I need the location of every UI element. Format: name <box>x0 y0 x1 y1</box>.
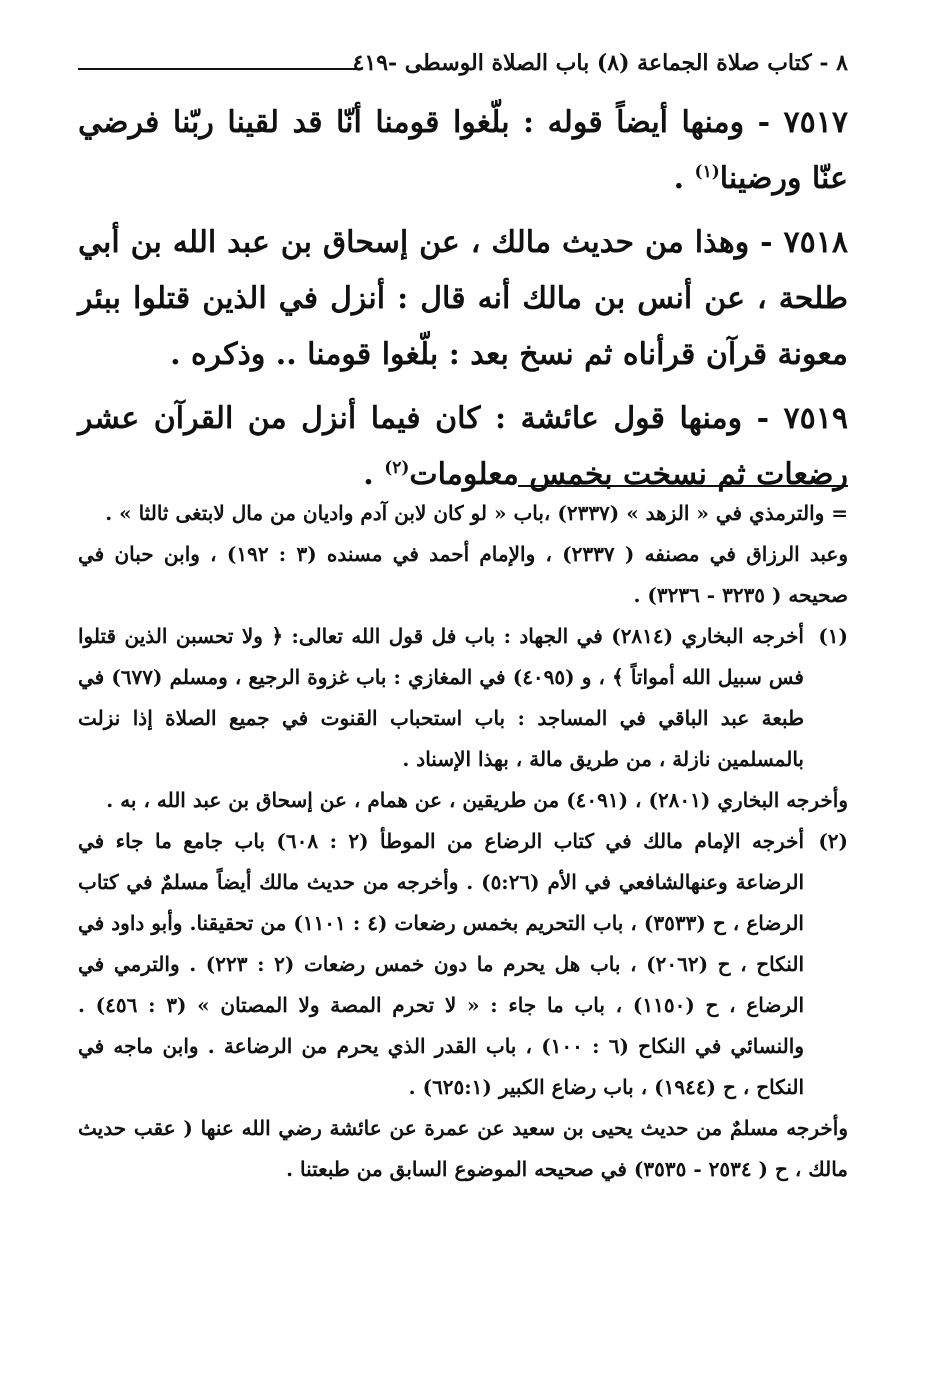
hadith-number: ٧٥١٧ - <box>757 105 848 140</box>
hadith-text: ومنها قول عائشة : كان فيما أنزل من القرآن عشر رضعات ثم نسخت بخمس معلومات <box>78 401 848 492</box>
footnote-2 <box>78 821 848 1108</box>
footnotes <box>78 493 848 1190</box>
main-text <box>78 95 848 511</box>
footnote-continuation: = والترمذي في « الزهد » (٢٣٣٧) ،باب « لو كان لابن آدم واديان من مال لابتغى ثالثا » . <box>105 501 848 525</box>
footnote-ref: (١) <box>694 162 720 182</box>
page-header <box>78 46 848 86</box>
footnote-continuation: وعبد الرزاق في مصنفه ( ٢٣٣٧) ، والإمام أحمد في مسنده (٣ : ١٩٢) ، وابن حبان في صحيحه ( ٣٢٣٥ - ٣٢٣٦) . <box>78 542 849 607</box>
hadith-paragraph <box>78 95 848 207</box>
hadith-text: وهذا من حديث مالك ، عن إسحاق بن عبد الله بن أبي طلحة ، عن أنس بن مالك أنه قال : أنزل في الذين قتلوا ببئر معونة قرآن قرأناه ثم نسخ بعد : بلّغوا قومنا .. وذكره . <box>78 225 848 372</box>
footnote-text: أخرجه البخاري (٢٨١٤) في الجهاد : باب فل قول الله تعالى: ﴿ ولا تحسبن الذين قتلوا فس سبيل الله أمواتاً ﴾ ، و (٤٠٩٥) في المغازي : باب غزوة الرجيع ، ومسلم (٦٧٧) في طبعة عبد الباقي في المساجد : باب استحباب القنوت في جميع الصلاة إذا نزلت بالمسلمين نازلة ، من طريق مالة ، بهذا الإسناد . <box>78 624 804 771</box>
footnote-1 <box>78 616 848 780</box>
hadith-tail: . <box>363 457 385 492</box>
hadith-number: ٧٥١٩ - <box>756 401 848 436</box>
running-title: ٨ - كتاب صلاة الجماعة (٨) باب الصلاة الوسطى -٤١٩ <box>352 50 848 76</box>
footnote-marker: (٢) <box>818 829 849 853</box>
footnote-text: أخرجه الإمام مالك في كتاب الرضاع من الموطأ (٢ : ٦٠٨) باب جامع ما جاء في الرضاعة وعنهالشافعي في الأم (٥:٢٦) . وأخرجه من حديث مالك أيضاً مسلمٌ في كتاب الرضاع ، ح (٣٥٣٣) ، باب التحريم بخمس رضعات (٤ : ١١٠١) من تحقيقنا. وأبو داود في النكاح ، ح (٢٠٦٢) ، باب هل يحرم ما دون خمس رضعات (٢ : ٢٢٣) . والترمي في الرضاع ، ح (١١٥٠) ، باب ما جاء : « لا تحرم المصة ولا المصتان » (٣ : ٤٥٦) . والنسائي في النكاح (٦ : ١٠٠) ، باب القدر الذي يحرم من الرضاعة . وابن ماجه في النكاح ، ح (١٩٤٤) ، باب رضاع الكبير (٦٢٥:١) . <box>78 829 805 1099</box>
hadith-text: ومنها أيضاً قوله : بلّغوا قومنا أنّا قد لقينا ربّنا فرضي عنّا ورضينا <box>78 105 848 196</box>
footnote-marker: (١) <box>818 624 848 648</box>
footnote-ref: (٢) <box>384 458 410 478</box>
hadith-paragraph <box>78 215 848 383</box>
footnote-1-extra: وأخرجه البخاري (٢٨٠١) ، (٤٠٩١) من طريقين ، عن همام ، عن إسحاق بن عبد الله ، به . <box>106 788 848 812</box>
header-rule <box>78 68 358 70</box>
hadith-number: ٧٥١٨ - <box>760 225 848 260</box>
hadith-tail: . <box>673 161 695 196</box>
footnote-2-extra: وأخرجه مسلمٌ من حديث يحيى بن سعيد عن عمرة عن عائشة رضي الله عنها ( عقب حديث مالك ، ح ( ٢٥٣٤ - ٣٥٣٥) في صحيحه الموضوع السابق من طبعتنا . <box>78 1116 848 1181</box>
